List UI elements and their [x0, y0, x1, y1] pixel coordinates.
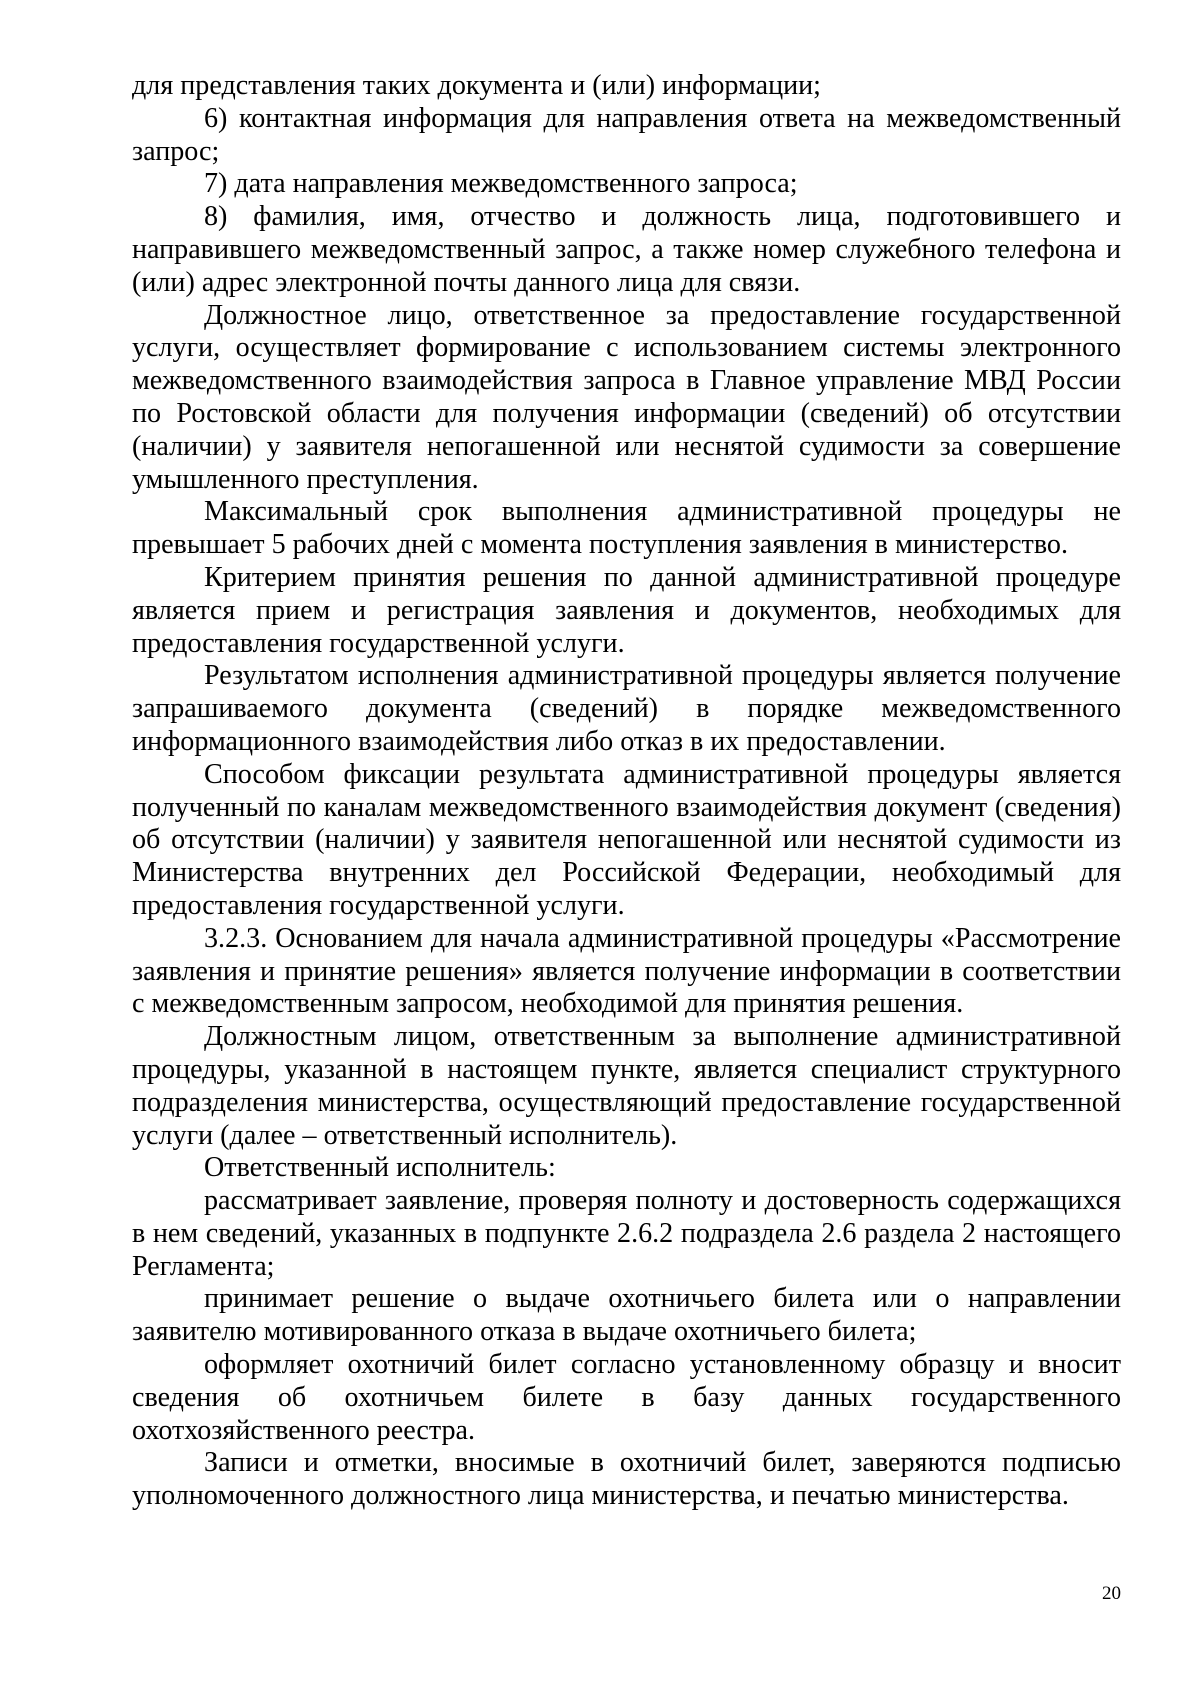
paragraph-executor-decides: принимает решение о выдаче охотничьего билета или о направлении заявителю мотивированного отказа в выдаче охотничьего билета;: [132, 1283, 1121, 1348]
paragraph-responsible-official: Должностным лицом, ответственным за выполнение административной процедуры, указанной в настоящем пункте, является специалист структурного подразделения министерства, осуществляющий предоставление государственной услуги (далее – ответственный исполнитель).: [132, 1021, 1121, 1151]
paragraph-executor-issues: оформляет охотничий билет согласно установленному образцу и вносит сведения об охотничьем билете в базу данных государственного охотхозяйственного реестра.: [132, 1349, 1121, 1446]
paragraph-records-certified: Записи и отметки, вносимые в охотничий билет, заверяются подписью уполномоченного должностного лица министерства, и печатью министерства.: [132, 1447, 1121, 1512]
paragraph-item-6: 6) контактная информация для направления ответа на межведомственный запрос;: [132, 102, 1121, 167]
paragraph-official-request: Должностное лицо, ответственное за предоставление государственной услуги, осуществляет формирование с использованием системы электронного межведомственного взаимодействия запроса в Главное управление МВД России по Ростовской области для получения информации (сведений) об отсутствии (наличии) у заявителя непогашенной или неснятой судимости за совершение умышленного преступления.: [132, 299, 1121, 495]
paragraph-item-8: 8) фамилия, имя, отчество и должность лица, подготовившего и направившего межведомственный запрос, а также номер служебного телефона и (или) адрес электронной почты данного лица для связи.: [132, 201, 1121, 298]
paragraph-continuation: для представления таких документа и (или) информации;: [132, 70, 821, 101]
paragraph-result-fixation: Способом фиксации результата административной процедуры является полученный по каналам межведомственного взаимодействия документ (сведения) об отсутствии (наличии) у заявителя непогашенной или неснятой судимости из Министерства внутренних дел Российской Федерации, необходимый для предоставления государственной услуги.: [132, 758, 1121, 921]
paragraph-max-term: Максимальный срок выполнения административной процедуры не превышает 5 рабочих дней с момента поступления заявления в министерство.: [132, 496, 1121, 561]
paragraph-executor-heading: Ответственный исполнитель:: [204, 1152, 556, 1184]
document-body: [132, 70, 1121, 1513]
paragraph-executor-reviews: рассматривает заявление, проверяя полноту и достоверность содержащихся в нем сведений, указанных в подпункте 2.6.2 подраздела 2.6 раздела 2 настоящего Регламента;: [132, 1185, 1121, 1282]
paragraph-decision-criterion: Критерием принятия решения по данной административной процедуре является прием и регистрация заявления и документов, необходимых для предоставления государственной услуги.: [132, 561, 1121, 659]
paragraph-item-7: 7) дата направления межведомственного запроса;: [204, 168, 798, 200]
page-number: 20: [1102, 1583, 1121, 1604]
paragraph-result: Результатом исполнения административной процедуры является получение запрашиваемого документа (сведений) в порядке межведомственного информационного взаимодействия либо отказ в их предоставлении.: [132, 660, 1121, 757]
paragraph-section-3-2-3: 3.2.3. Основанием для начала административной процедуры «Рассмотрение заявления и принятие решения» является получение информации в соответствии с межведомственным запросом, необходимой для принятия решения.: [132, 922, 1121, 1020]
